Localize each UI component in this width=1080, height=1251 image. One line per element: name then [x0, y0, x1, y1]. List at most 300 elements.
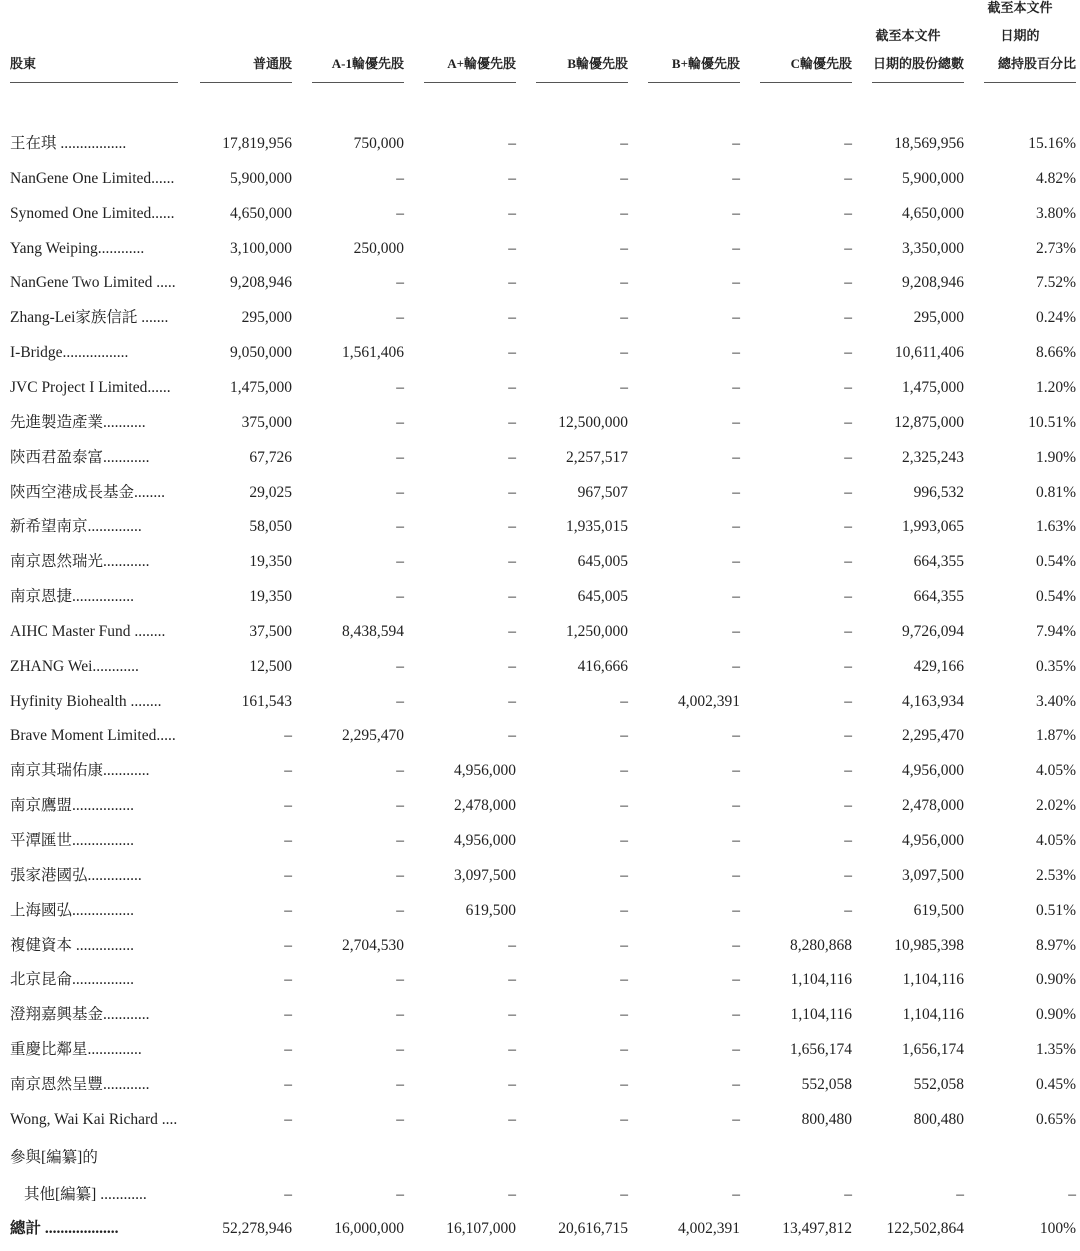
- cell-b-plus: –: [732, 797, 740, 815]
- cell-b: 416,666: [577, 657, 628, 675]
- cell-a1: –: [396, 832, 404, 849]
- header-underline-total-shares: [872, 82, 964, 83]
- cell-a-plus: –: [508, 135, 516, 152]
- cell-b-plus: –: [732, 204, 740, 222]
- cell-a-plus: 3,097,500: [454, 866, 516, 884]
- header-underline-a-plus: [424, 82, 516, 83]
- cell-total-pct: 1.63%: [1035, 518, 1076, 536]
- cell-total-shares: 3,097,500: [902, 866, 964, 884]
- cell-total-pct: 8.66%: [1035, 344, 1076, 362]
- cell-a-plus: –: [508, 239, 516, 257]
- header-underline-b: [536, 82, 628, 83]
- cell-ordinary: –: [284, 1041, 292, 1059]
- table-row: [0, 753, 1080, 788]
- table-row: [0, 196, 1080, 231]
- row-shareholder-name: Synomed One Limited......: [10, 204, 175, 222]
- cell-b: –: [620, 832, 628, 849]
- cell-total-pct: 0.35%: [1035, 657, 1076, 675]
- cell-a1: –: [396, 1075, 404, 1093]
- header-underline-b-plus: [648, 82, 740, 83]
- header-shareholder: [10, 0, 178, 84]
- header-ordinary-label: 普通股: [252, 56, 292, 71]
- row-shareholder-name: JVC Project I Limited......: [10, 378, 171, 396]
- cell-total-shares: 9,726,094: [902, 622, 964, 640]
- cell-a1: –: [396, 204, 404, 222]
- cell-b-plus: 4,002,391: [678, 1220, 740, 1237]
- cell-total-shares: 12,875,000: [894, 413, 964, 431]
- cell-b: –: [620, 274, 628, 292]
- cell-a1: 750,000: [353, 135, 404, 152]
- cell-a-plus: –: [508, 274, 516, 292]
- cell-b-plus: –: [732, 588, 740, 606]
- cell-a1: –: [396, 1041, 404, 1059]
- cell-b-plus: –: [732, 1041, 740, 1059]
- cell-c: –: [844, 274, 852, 292]
- cell-total-shares: 664,355: [913, 588, 964, 606]
- cell-b: –: [620, 1075, 628, 1093]
- cell-b: –: [620, 762, 628, 780]
- row-shareholder-name: 南京其瑞佑康............: [10, 762, 150, 780]
- cell-b-plus: –: [732, 344, 740, 362]
- cell-b-plus: –: [732, 1075, 740, 1093]
- cell-total-pct: 0.24%: [1035, 309, 1076, 327]
- cell-total-pct: 2.73%: [1035, 239, 1076, 257]
- cell-a-plus: 619,500: [465, 901, 516, 919]
- cell-ordinary: –: [284, 762, 292, 780]
- cell-a1: –: [396, 309, 404, 327]
- cell-ordinary: 9,208,946: [230, 274, 292, 292]
- cell-a1: –: [396, 692, 404, 710]
- cell-c: –: [844, 692, 852, 710]
- cell-c: 1,104,116: [790, 971, 852, 989]
- cell-a-plus: –: [508, 204, 516, 222]
- cell-c: –: [844, 378, 852, 396]
- cell-total-shares: –: [956, 1186, 964, 1203]
- cell-total-pct: 1.20%: [1035, 378, 1076, 396]
- cell-b: –: [620, 1110, 628, 1128]
- cell-a1: –: [396, 866, 404, 884]
- cell-c: 13,497,812: [782, 1220, 852, 1237]
- cell-a-plus: 4,956,000: [454, 762, 516, 780]
- cell-total-shares: 5,900,000: [902, 169, 964, 187]
- table-row: [0, 405, 1080, 440]
- row-shareholder-name: 上海國弘................: [10, 901, 135, 919]
- cell-total-pct: 0.65%: [1035, 1110, 1076, 1128]
- cell-ordinary: –: [284, 797, 292, 815]
- header-b: [516, 0, 628, 84]
- header-underline-ordinary: [200, 82, 292, 83]
- cell-a1: 16,000,000: [334, 1220, 404, 1237]
- cell-total-pct: 100%: [1039, 1220, 1076, 1237]
- cell-total-pct: 1.35%: [1035, 1041, 1076, 1059]
- cell-b: –: [620, 901, 628, 919]
- cell-total-pct: 4.05%: [1035, 762, 1076, 780]
- cell-b: –: [620, 936, 628, 954]
- header-total-shares-line2: 日期的股份總數: [872, 56, 964, 71]
- cell-a1: 1,561,406: [342, 344, 404, 362]
- cell-b-plus: –: [732, 622, 740, 640]
- cell-c: –: [844, 413, 852, 431]
- row-shareholder-name: ZHANG Wei............: [10, 657, 139, 675]
- cell-a1: –: [396, 413, 404, 431]
- cell-ordinary: 5,900,000: [230, 169, 292, 187]
- cell-ordinary: –: [284, 901, 292, 919]
- cell-total-shares: 122,502,864: [886, 1220, 964, 1237]
- cell-a-plus: –: [508, 1006, 516, 1024]
- row-shareholder-name: NanGene One Limited......: [10, 169, 175, 187]
- row-shareholder-name: Zhang-Lei家族信託 .......: [10, 309, 169, 327]
- cell-b-plus: –: [732, 1006, 740, 1024]
- cell-c: 1,656,174: [790, 1041, 852, 1059]
- cell-b-plus: –: [732, 1186, 740, 1203]
- row-shareholder-name: Hyfinity Biohealth ........: [10, 692, 162, 710]
- cell-c: –: [844, 622, 852, 640]
- header-underline-c: [760, 82, 852, 83]
- cell-c: –: [844, 169, 852, 187]
- cell-c: –: [844, 135, 852, 152]
- cell-b-plus: –: [732, 936, 740, 954]
- header-a-plus-label: A+輪優先股: [447, 56, 516, 71]
- cell-b-plus: –: [732, 448, 740, 466]
- table-row: [0, 544, 1080, 579]
- header-underline-total-pct: [984, 82, 1076, 83]
- row-other-name-line2: 其他[編纂] ............: [24, 1186, 147, 1203]
- cell-ordinary: 161,543: [241, 692, 292, 710]
- cell-a1: –: [396, 588, 404, 606]
- cell-ordinary: –: [284, 832, 292, 849]
- cell-total-pct: 0.54%: [1035, 553, 1076, 571]
- cell-c: –: [844, 866, 852, 884]
- cell-a-plus: –: [508, 1075, 516, 1093]
- cell-total-pct: 10.51%: [1028, 413, 1076, 431]
- cell-total-shares: 3,350,000: [902, 239, 964, 257]
- cell-total-pct: 0.90%: [1035, 971, 1076, 989]
- cell-total-pct: 2.02%: [1035, 797, 1076, 815]
- cell-b: –: [620, 169, 628, 187]
- table-row: [0, 614, 1080, 649]
- row-shareholder-name: 南京恩然呈豐............: [10, 1075, 150, 1093]
- cell-total-shares: 9,208,946: [902, 274, 964, 292]
- cell-total-shares: 1,104,116: [902, 1006, 964, 1024]
- cell-b-plus: –: [732, 169, 740, 187]
- cell-b-plus: –: [732, 239, 740, 257]
- table-row: [0, 718, 1080, 753]
- table-row: [0, 335, 1080, 370]
- cell-a1: 8,438,594: [342, 622, 404, 640]
- table-row: [0, 823, 1080, 858]
- row-shareholder-name: 張家港國弘..............: [10, 866, 142, 884]
- cell-b-plus: –: [732, 727, 740, 745]
- cell-total-shares: 552,058: [913, 1075, 964, 1093]
- cell-total-pct: 8.97%: [1035, 936, 1076, 954]
- table-row: [0, 997, 1080, 1032]
- cell-b: 12,500,000: [558, 413, 628, 431]
- table-row: [0, 300, 1080, 335]
- cell-ordinary: 17,819,956: [222, 135, 292, 152]
- row-shareholder-name: 複健資本 ...............: [10, 936, 135, 954]
- header-underline-a1: [312, 82, 404, 83]
- cell-ordinary: 295,000: [241, 309, 292, 327]
- row-shareholder-name: 陝西君盈泰富............: [10, 448, 150, 466]
- cell-total-pct: 0.45%: [1035, 1075, 1076, 1093]
- cell-c: 800,480: [801, 1110, 852, 1128]
- cell-a-plus: –: [508, 692, 516, 710]
- row-shareholder-name: Yang Weiping............: [10, 239, 145, 257]
- cell-b: 645,005: [577, 588, 628, 606]
- cell-b: 20,616,715: [558, 1220, 628, 1237]
- cell-a1: –: [396, 274, 404, 292]
- cell-b-plus: –: [732, 309, 740, 327]
- cell-ordinary: –: [284, 936, 292, 954]
- header-total-pct-line1: 截至本文件: [987, 0, 1053, 15]
- cell-c: 1,104,116: [790, 1006, 852, 1024]
- cell-a-plus: –: [508, 518, 516, 536]
- cell-total-shares: 1,475,000: [902, 378, 964, 396]
- row-shareholder-name: 平潭匯世................: [10, 832, 135, 849]
- cell-b: 645,005: [577, 553, 628, 571]
- header-c-label: C輪優先股: [790, 56, 852, 71]
- table-row: [0, 579, 1080, 614]
- cell-total-shares: 4,163,934: [902, 692, 964, 710]
- cell-a-plus: –: [508, 1110, 516, 1128]
- row-shareholder-name: Wong, Wai Kai Richard ....: [10, 1110, 178, 1128]
- cell-ordinary: –: [284, 971, 292, 989]
- cell-b: –: [620, 971, 628, 989]
- cell-total-pct: 3.40%: [1035, 692, 1076, 710]
- cell-b: –: [620, 1006, 628, 1024]
- cell-b: 967,507: [577, 483, 628, 501]
- cell-a1: –: [396, 518, 404, 536]
- table-row: [0, 440, 1080, 475]
- header-c: [740, 0, 852, 84]
- cell-c: –: [844, 553, 852, 571]
- cell-ordinary: 4,650,000: [230, 204, 292, 222]
- row-shareholder-name: 先進製造產業...........: [10, 413, 146, 431]
- cell-total-pct: 7.94%: [1035, 622, 1076, 640]
- cell-total-shares: 2,478,000: [902, 797, 964, 815]
- table-row: [0, 1102, 1080, 1137]
- row-shareholder-name: 南京恩捷................: [10, 588, 135, 606]
- cell-b: –: [620, 378, 628, 396]
- cell-total-pct: 1.90%: [1035, 448, 1076, 466]
- table-row: [0, 126, 1080, 161]
- cell-total-shares: 996,532: [913, 483, 964, 501]
- cell-a-plus: –: [508, 553, 516, 571]
- cell-b-plus: –: [732, 518, 740, 536]
- cell-total-shares: 4,956,000: [902, 762, 964, 780]
- cell-c: –: [844, 204, 852, 222]
- cell-a-plus: –: [508, 169, 516, 187]
- header-b-plus-label: B+輪優先股: [671, 56, 740, 71]
- cell-ordinary: –: [284, 1006, 292, 1024]
- cell-total-shares: 2,325,243: [902, 448, 964, 466]
- cell-a-plus: –: [508, 378, 516, 396]
- cell-c: 552,058: [801, 1075, 852, 1093]
- cell-total-pct: 3.80%: [1035, 204, 1076, 222]
- row-shareholder-name: NanGene Two Limited .....: [10, 274, 176, 292]
- cell-ordinary: –: [284, 1075, 292, 1093]
- cell-total-pct: –: [1068, 1186, 1076, 1203]
- cell-a1: –: [396, 901, 404, 919]
- cell-total-shares: 10,611,406: [894, 344, 964, 362]
- header-shareholder-label: 股東: [10, 56, 37, 71]
- row-shareholder-name: AIHC Master Fund ........: [10, 622, 166, 640]
- row-shareholder-name: 重慶比鄰星..............: [10, 1041, 142, 1059]
- cell-b-plus: –: [732, 483, 740, 501]
- cell-total-pct: 15.16%: [1028, 135, 1076, 152]
- header-total-shares: [852, 0, 964, 84]
- cell-b: 1,250,000: [566, 622, 628, 640]
- cell-a-plus: –: [508, 971, 516, 989]
- header-a1: [292, 0, 404, 84]
- cell-ordinary: 1,475,000: [230, 378, 292, 396]
- table-row: [0, 231, 1080, 266]
- table-row-total: [0, 1211, 1080, 1246]
- row-other-name-line1: 參與[編纂]的: [10, 1149, 98, 1166]
- cell-a-plus: –: [508, 657, 516, 675]
- cell-ordinary: –: [284, 727, 292, 745]
- cell-c: –: [844, 588, 852, 606]
- cell-total-pct: 2.53%: [1035, 866, 1076, 884]
- table-row: [0, 509, 1080, 544]
- cell-a1: 250,000: [353, 239, 404, 257]
- cell-total-shares: 1,993,065: [902, 518, 964, 536]
- cell-a1: –: [396, 169, 404, 187]
- header-b-plus: [628, 0, 740, 84]
- table-row: [0, 161, 1080, 196]
- cell-b-plus: –: [732, 901, 740, 919]
- header-total-pct: [964, 0, 1076, 84]
- cell-total-shares: 619,500: [913, 901, 964, 919]
- cell-a-plus: –: [508, 1186, 516, 1203]
- cell-b: –: [620, 692, 628, 710]
- header-underline-shareholder: [10, 82, 178, 83]
- table-row: [0, 893, 1080, 928]
- cell-b: –: [620, 344, 628, 362]
- cell-b-plus: –: [732, 866, 740, 884]
- cell-a-plus: –: [508, 622, 516, 640]
- cell-b: –: [620, 797, 628, 815]
- cell-c: –: [844, 832, 852, 849]
- table-row: [0, 858, 1080, 893]
- cell-ordinary: 52,278,946: [222, 1220, 292, 1237]
- cell-a-plus: –: [508, 309, 516, 327]
- cell-total-shares: 1,104,116: [902, 971, 964, 989]
- cell-a1: –: [396, 1006, 404, 1024]
- cell-b: –: [620, 866, 628, 884]
- cell-b: –: [620, 239, 628, 257]
- cell-b: –: [620, 727, 628, 745]
- cell-b: –: [620, 204, 628, 222]
- cell-a-plus: –: [508, 344, 516, 362]
- cell-a1: –: [396, 448, 404, 466]
- cell-a-plus: 2,478,000: [454, 797, 516, 815]
- cell-ordinary: 9,050,000: [230, 344, 292, 362]
- cell-total-shares: 2,295,470: [902, 727, 964, 745]
- cell-b-plus: –: [732, 832, 740, 849]
- cell-total-pct: 1.87%: [1035, 727, 1076, 745]
- cell-a-plus: –: [508, 483, 516, 501]
- cell-total-shares: 18,569,956: [894, 135, 964, 152]
- cell-a1: –: [396, 797, 404, 815]
- cell-c: –: [844, 518, 852, 536]
- table-row: [0, 684, 1080, 719]
- cell-a1: –: [396, 553, 404, 571]
- cell-c: –: [844, 727, 852, 745]
- cell-b: –: [620, 309, 628, 327]
- cell-c: –: [844, 239, 852, 257]
- cell-ordinary: 375,000: [241, 413, 292, 431]
- cell-total-shares: 10,985,398: [894, 936, 964, 954]
- cell-a-plus: –: [508, 448, 516, 466]
- cell-a-plus: 16,107,000: [446, 1220, 516, 1237]
- cell-total-pct: 0.51%: [1035, 901, 1076, 919]
- table-row-other-line1: [0, 1140, 1080, 1175]
- cell-a1: 2,704,530: [342, 936, 404, 954]
- cell-total-pct: 4.05%: [1035, 832, 1076, 849]
- cell-b-plus: –: [732, 135, 740, 152]
- table-row: [0, 649, 1080, 684]
- cell-b-plus: –: [732, 553, 740, 571]
- cell-b: –: [620, 135, 628, 152]
- cell-c: –: [844, 309, 852, 327]
- cell-ordinary: –: [284, 1186, 292, 1203]
- cell-total-shares: 4,956,000: [902, 832, 964, 849]
- cell-a-plus: –: [508, 588, 516, 606]
- cell-a1: 2,295,470: [342, 727, 404, 745]
- cell-b: –: [620, 1041, 628, 1059]
- cell-ordinary: 12,500: [249, 657, 292, 675]
- row-total-name: 總計 ...................: [10, 1220, 119, 1237]
- header-total-pct-line3: 總持股百分比: [997, 56, 1076, 71]
- row-shareholder-name: 新希望南京..............: [10, 518, 142, 536]
- header-a-plus: [404, 0, 516, 84]
- cell-b: –: [620, 1186, 628, 1203]
- cell-b: 1,935,015: [566, 518, 628, 536]
- row-shareholder-name: 澄翔嘉興基金............: [10, 1006, 150, 1024]
- cell-a1: –: [396, 971, 404, 989]
- cell-ordinary: 3,100,000: [230, 239, 292, 257]
- cell-ordinary: 29,025: [249, 483, 292, 501]
- cell-c: –: [844, 448, 852, 466]
- cell-ordinary: 37,500: [249, 622, 292, 640]
- table-row: [0, 928, 1080, 963]
- header-ordinary: [180, 0, 292, 84]
- cell-total-pct: 7.52%: [1035, 274, 1076, 292]
- cell-b-plus: –: [732, 1110, 740, 1128]
- table-row: [0, 1067, 1080, 1102]
- cell-b-plus: –: [732, 274, 740, 292]
- row-shareholder-name: 陝西空港成長基金........: [10, 483, 166, 501]
- header-total-shares-line1: 截至本文件: [875, 28, 941, 43]
- cell-total-shares: 664,355: [913, 553, 964, 571]
- cell-a1: –: [396, 762, 404, 780]
- cell-ordinary: 58,050: [249, 518, 292, 536]
- cell-total-shares: 800,480: [913, 1110, 964, 1128]
- cell-total-shares: 4,650,000: [902, 204, 964, 222]
- cell-total-shares: 295,000: [913, 309, 964, 327]
- cell-b-plus: –: [732, 657, 740, 675]
- cell-c: –: [844, 901, 852, 919]
- cell-ordinary: 67,726: [249, 448, 292, 466]
- cell-ordinary: –: [284, 1110, 292, 1128]
- table-row-other: [0, 1177, 1080, 1212]
- cell-b-plus: 4,002,391: [678, 692, 740, 710]
- cell-c: –: [844, 344, 852, 362]
- cell-a-plus: –: [508, 413, 516, 431]
- cell-c: 8,280,868: [790, 936, 852, 954]
- table-row: [0, 265, 1080, 300]
